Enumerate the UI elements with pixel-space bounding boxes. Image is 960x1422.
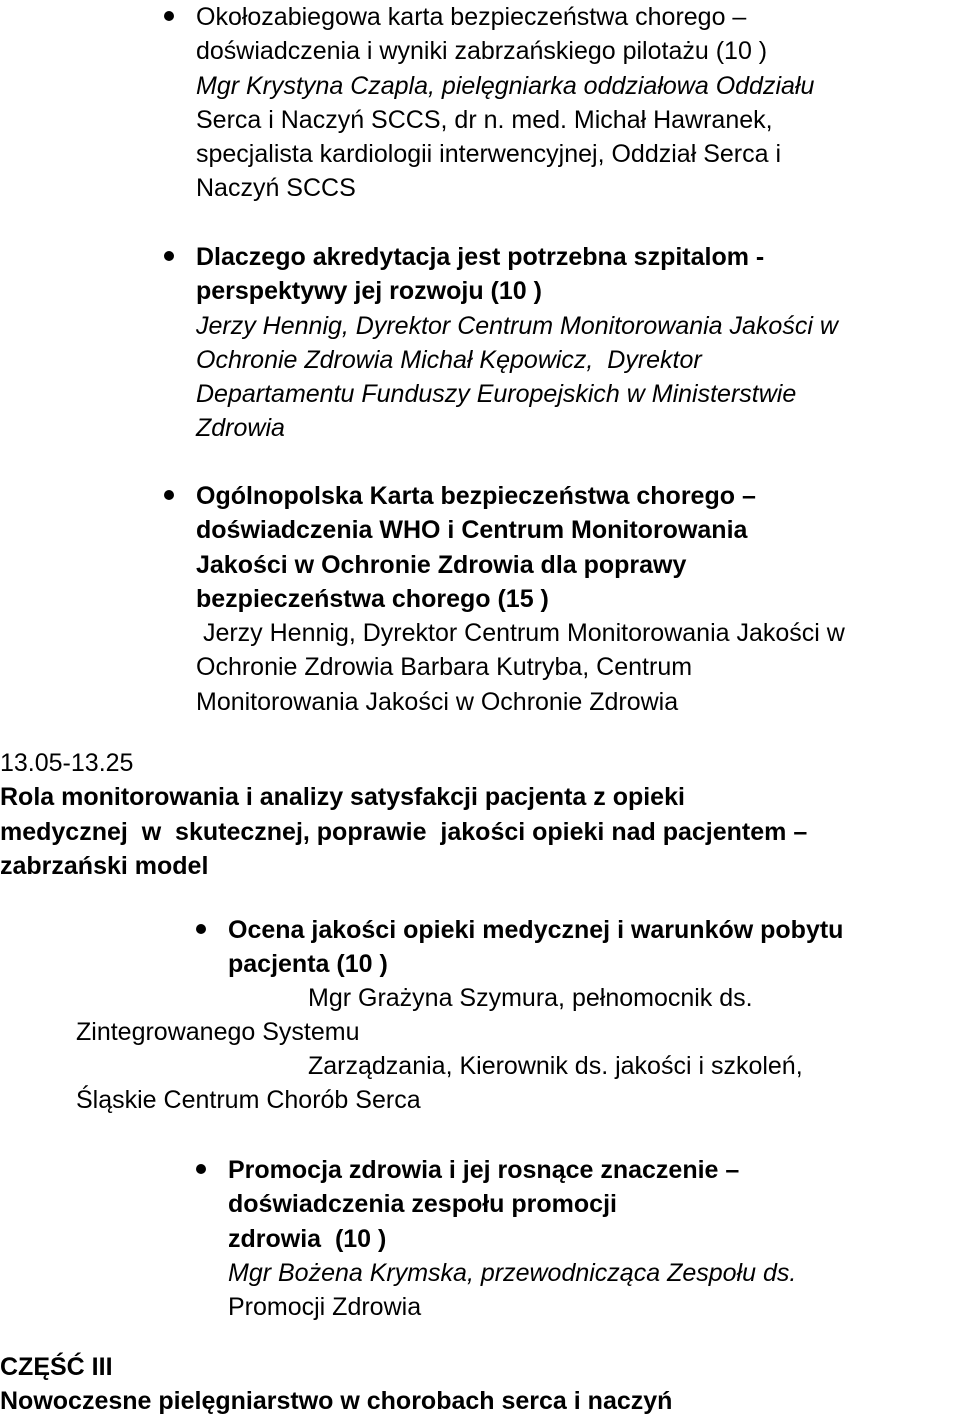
agenda-item-3	[196, 479, 845, 719]
speaker-line: Jerzy Hennig, Dyrektor Centrum Monitorowania Jakości w	[196, 311, 838, 340]
speaker-line: Departamentu Funduszy Europejskich w Ministerstwie	[196, 380, 797, 409]
item-title-line: Jakości w Ochronie Zdrowia dla poprawy	[196, 550, 687, 579]
item-title-line: Promocja zdrowia i jej rosnące znaczenie –	[228, 1156, 740, 1184]
speaker-line: Naczyń SCCS	[196, 174, 356, 203]
item-title-line: doświadczenia WHO i Centrum Monitorowania	[196, 516, 748, 545]
part-label: CZĘŚĆ III	[0, 1353, 113, 1381]
item-title-line: Ogólnopolska Karta bezpieczeństwa chorego –	[196, 482, 756, 510]
bullet-icon	[164, 490, 174, 500]
speaker-line: specjalista kardiologii interwencyjnej, Oddział Serca i	[196, 140, 781, 169]
item-title-line: Ocena jakości opieki medycznej i warunków pobytu	[228, 916, 844, 944]
session-title-line: Rola monitorowania i analizy satysfakcji pacjenta z opieki	[0, 783, 685, 812]
speaker-line: Mgr Krystyna Czapla, pielęgniarka oddziałowa Oddziału	[196, 71, 815, 100]
agenda-item-1	[196, 0, 814, 206]
part-title: Nowoczesne pielęgniarstwo w chorobach serca i naczyń	[0, 1387, 673, 1416]
session-title-line: medycznej w skutecznej, poprawie jakości opieki nad pacjentem –	[0, 817, 808, 846]
session-title-line: zabrzański model	[0, 851, 209, 880]
speaker-line: Promocji Zdrowia	[228, 1293, 422, 1322]
speaker-line: Monitorowania Jakości w Ochronie Zdrowia	[196, 687, 679, 716]
speaker-line: Zdrowia	[196, 414, 285, 443]
bullet-icon	[164, 251, 174, 261]
part-heading	[0, 1350, 672, 1419]
item-title-line: Okołozabiegowa karta bezpieczeństwa chorego –	[196, 3, 747, 31]
item-title-line: doświadczenia zespołu promocji	[228, 1190, 617, 1219]
agenda-item-4-title	[228, 913, 843, 982]
speaker-line: Śląskie Centrum Chorób Serca	[76, 1086, 421, 1114]
item-title-line: bezpieczeństwa chorego (15 )	[196, 584, 549, 613]
item-title-line: doświadczenia i wyniki zabrzańskiego pilotażu (10 )	[196, 37, 768, 66]
bullet-icon	[196, 924, 206, 934]
session-block	[0, 746, 807, 883]
item-title-line: Dlaczego akredytacja jest potrzebna szpitalom -	[196, 243, 765, 271]
speaker-line: Zintegrowanego Systemu	[76, 1018, 360, 1046]
bullet-icon	[196, 1164, 206, 1174]
speaker-line: Serca i Naczyń SCCS, dr n. med. Michał Hawranek,	[196, 105, 773, 134]
speaker-line: Ochronie Zdrowia Michał Kępowicz, Dyrektor	[196, 345, 702, 374]
speaker-line: Zarządzania, Kierownik ds. jakości i szkoleń,	[308, 1052, 803, 1080]
session-time: 13.05-13.25	[0, 749, 134, 777]
speaker-line: Jerzy Hennig, Dyrektor Centrum Monitorowania Jakości w	[196, 619, 845, 648]
speaker-line: Ochronie Zdrowia Barbara Kutryba, Centrum	[196, 653, 693, 682]
speaker-line: Mgr Grażyna Szymura, pełnomocnik ds.	[308, 984, 753, 1012]
item-title-line: pacjenta (10 )	[228, 950, 388, 979]
item-title-line: zdrowia (10 )	[228, 1224, 387, 1253]
item-title-line: perspektywy jej rozwoju (10 )	[196, 277, 542, 306]
agenda-item-5	[228, 1153, 796, 1324]
bullet-icon	[164, 11, 174, 21]
speaker-line: Mgr Bożena Krymska, przewodnicząca Zespołu ds.	[228, 1258, 797, 1287]
agenda-item-2	[196, 240, 838, 446]
